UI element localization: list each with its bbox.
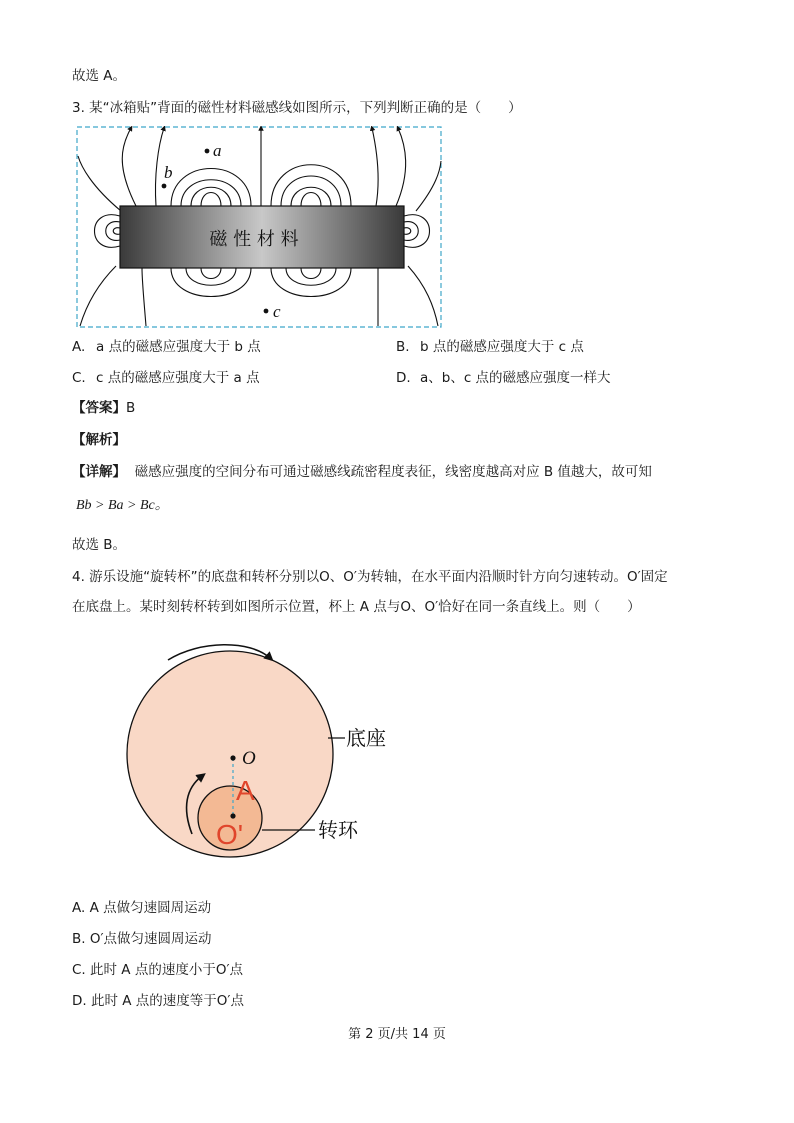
point-c-label: c <box>273 302 281 321</box>
q3-option-a-label: A. <box>72 339 86 355</box>
point-a-label: A <box>236 775 255 806</box>
point-b-label: b <box>164 163 173 182</box>
q3-formula: Bb > Ba > Bc。 <box>76 498 169 513</box>
rotating-cup-figure <box>120 638 410 878</box>
q4-option-c: C. 此时 A 点的速度小于O′点 <box>72 962 244 978</box>
point-a-label: a <box>213 141 222 160</box>
point-o-prime-label: O' <box>216 819 244 850</box>
detail-tag: 【详解】 <box>72 464 126 480</box>
q3-option-d <box>396 368 611 388</box>
question-4-stem-line1: 4. 游乐设施“旋转杯”的底盘和转杯分别以O、O′为转轴，在水平面内沿顺时针方向匀速转动。O′固定 <box>72 569 668 585</box>
q3-option-a-text: a 点的磁感应强度大于 b 点 <box>96 339 261 355</box>
q3-option-d-label: D. <box>396 370 411 386</box>
question-4-stem-line2: 在底盘上。某时刻转杯转到如图所示位置，杯上 A 点与O、O′恰好在同一条直线上。则（ ） <box>72 599 641 615</box>
magnet-field-figure <box>76 126 442 328</box>
point-o-label: O <box>242 748 256 769</box>
q3-answer <box>72 398 135 418</box>
q3-option-d-text: a、b、c 点的磁感应强度一样大 <box>420 370 611 386</box>
q4-option-a: A. A 点做匀速圆周运动 <box>72 900 212 916</box>
answer-value: B <box>126 400 136 416</box>
q3-option-c-text: c 点的磁感应强度大于 a 点 <box>96 370 260 386</box>
q3-conclusion: 故选 B。 <box>72 537 127 553</box>
q3-option-b-label: B. <box>396 339 410 355</box>
page-number: 第 2 页/共 14 页 <box>348 1027 446 1042</box>
q3-option-c <box>72 368 260 388</box>
magnet-label: 磁 性 材 料 <box>209 229 299 250</box>
base-label: 底座 <box>346 726 386 750</box>
question-3-stem: 3. 某“冰箱贴”背面的磁性材料磁感线如图所示，下列判断正确的是（ ） <box>72 100 522 116</box>
q4-option-d: D. 此时 A 点的速度等于O′点 <box>72 993 244 1009</box>
q3-option-b <box>396 337 584 357</box>
detail-text: 磁感应强度的空间分布可通过磁感线疏密程度表征，线密度越高对应 B 值越大，故可知 <box>134 464 652 480</box>
q3-option-b-text: b 点的磁感应强度大于 c 点 <box>420 339 584 355</box>
q3-option-c-label: C. <box>72 370 86 386</box>
q3-option-a <box>72 337 261 357</box>
q3-detail <box>72 462 652 482</box>
q4-option-b: B. O′点做匀速圆周运动 <box>72 931 212 947</box>
prev-conclusion: 故选 A。 <box>72 68 127 84</box>
cup-label: 转环 <box>318 818 358 842</box>
answer-tag: 【答案】 <box>72 400 126 416</box>
q3-analysis-tag: 【解析】 <box>72 432 126 448</box>
